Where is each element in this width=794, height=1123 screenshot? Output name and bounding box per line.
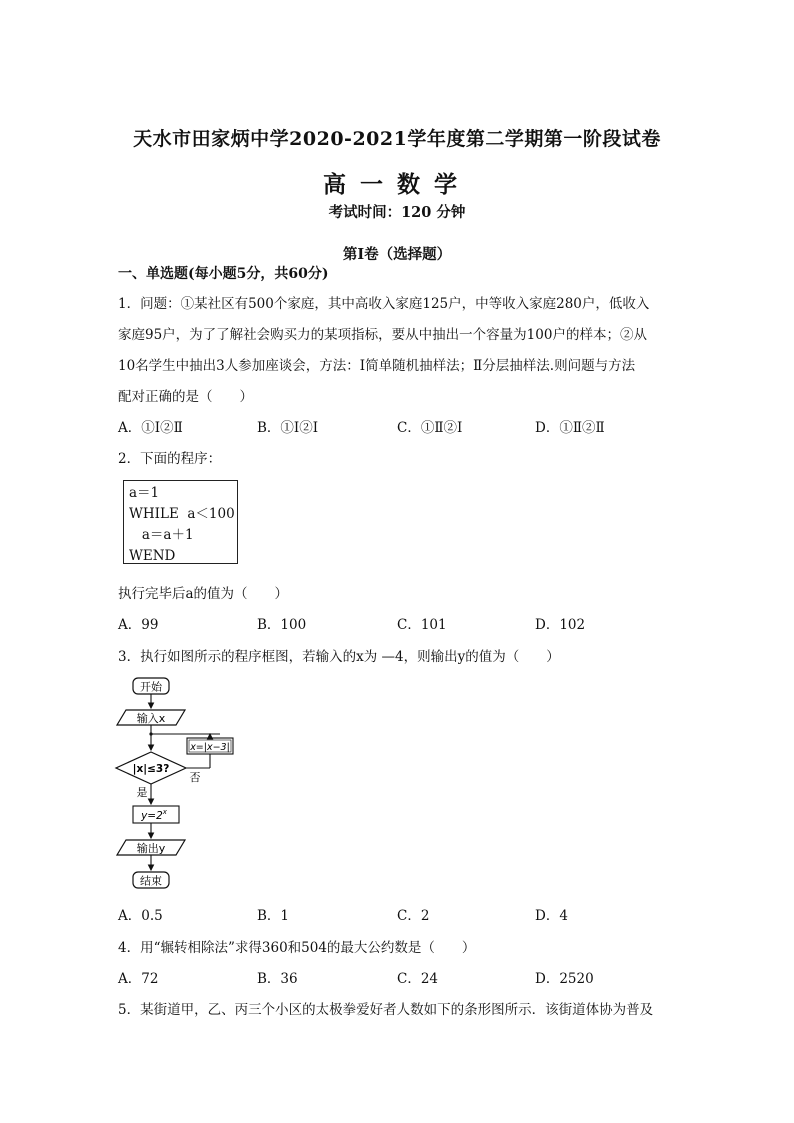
exam-title: 天水市田家炳中学2020-2021学年度第二学期第一阶段试卷 — [133, 128, 661, 150]
subject-title: 高一数学 — [323, 171, 471, 198]
flowchart — [110, 672, 260, 894]
program-line-4: WEND — [129, 548, 176, 564]
q2-option-c: C．101 — [397, 617, 447, 633]
q1-line-1: 1．问题：①某社区有500个家庭，其中高收入家庭125户，中等收入家庭280户，低收入 — [118, 296, 650, 312]
q2-option-a: A．99 — [118, 617, 159, 633]
q4-option-b: B．36 — [257, 971, 298, 987]
flow-compute-base: y=2 — [141, 810, 163, 822]
flow-input-label: 输入x — [136, 712, 166, 725]
part-title: 第I卷（选择题） — [342, 246, 452, 263]
q1-line-2: 家庭95户，为了了解社会购买力的某项指标，要从中抽出一个容量为100户的样本；②从 — [118, 327, 647, 343]
program-box — [123, 480, 238, 564]
q5-stem: 5．某街道甲，乙、丙三个小区的太极拳爱好者人数如下的条形图所示．该街道体协为普及 — [118, 1002, 654, 1018]
program-line-3: a＝a＋1 — [129, 527, 194, 543]
section-heading: 一、单选题(每小题5分，共60分) — [118, 266, 329, 282]
q2-stem: 2．下面的程序： — [118, 451, 222, 467]
flow-yes-label: 是 — [136, 786, 148, 799]
flow-output-label: 输出y — [136, 842, 166, 855]
q4-option-d: D．2520 — [535, 971, 594, 987]
flow-assign-label: x=|x−3| — [190, 742, 230, 753]
q1-option-c: C．①Ⅱ②Ⅰ — [397, 420, 463, 436]
q1-option-b: B．①Ⅰ②Ⅰ — [257, 420, 319, 436]
exam-time: 考试时间：120 分钟 — [328, 204, 466, 221]
q3-option-a: A．0.5 — [118, 908, 163, 924]
flow-condition-label: |x|≤3? — [132, 763, 170, 775]
q3-option-d: D．4 — [535, 908, 568, 924]
q4-option-a: A．72 — [118, 971, 159, 987]
q2-option-d: D．102 — [535, 617, 586, 633]
q1-line-3: 10名学生中抽出3人参加座谈会，方法：Ⅰ简单随机抽样法；Ⅱ分层抽样法.则问题与方法 — [118, 358, 636, 374]
flow-compute-exponent: x — [162, 808, 167, 816]
q1-option-a: A．①Ⅰ②Ⅱ — [118, 420, 183, 436]
flow-start-label: 开始 — [140, 680, 162, 694]
q2-option-b: B．100 — [257, 617, 307, 633]
flow-end-label: 结束 — [140, 874, 162, 888]
q3-option-b: B．1 — [257, 908, 290, 924]
q3-option-c: C．2 — [397, 908, 430, 924]
q1-line-4: 配对正确的是（ ） — [118, 389, 253, 405]
q2-after: 执行完毕后a的值为（ ） — [118, 586, 289, 602]
flow-no-label: 否 — [189, 771, 201, 784]
q4-stem: 4．用“辗转相除法”求得360和504的最大公约数是（ ） — [118, 940, 476, 956]
q1-option-d: D．①Ⅱ②Ⅱ — [535, 420, 605, 436]
program-line-1: a＝1 — [129, 485, 160, 501]
program-line-2: WHILE a＜100 — [129, 506, 235, 522]
q4-option-c: C．24 — [397, 971, 439, 987]
q3-stem: 3．执行如图所示的程序框图，若输入的x为 —4，则输出y的值为（ ） — [118, 649, 560, 665]
